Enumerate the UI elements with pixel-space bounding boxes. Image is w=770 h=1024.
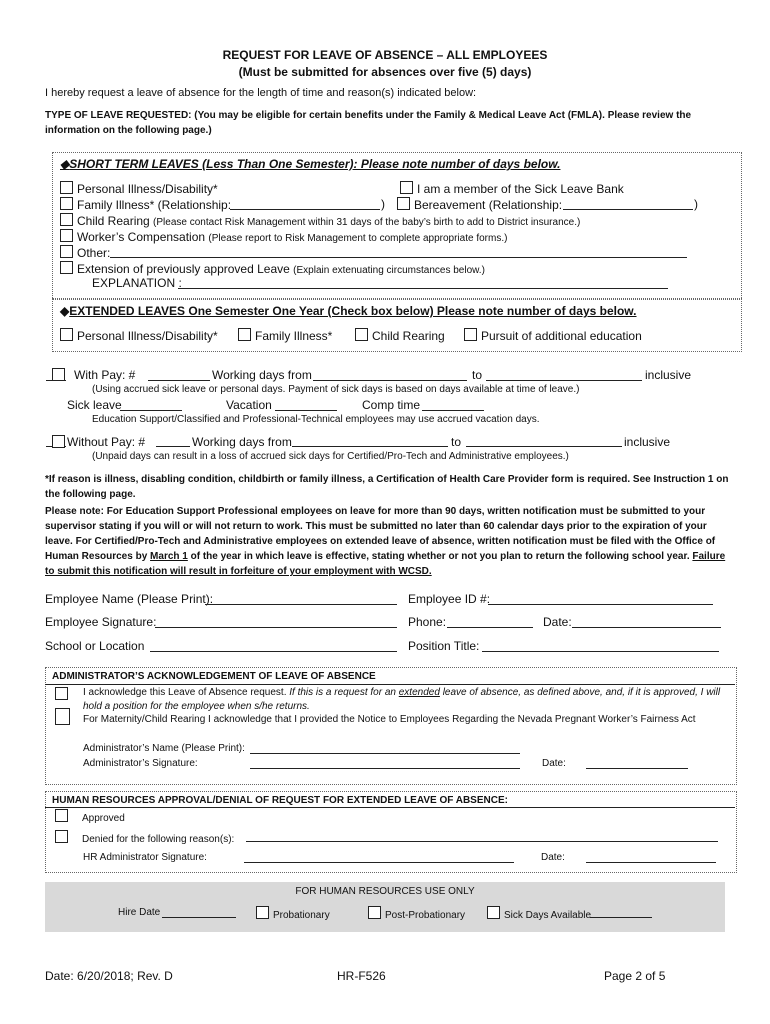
hr-signature-label: HR Administrator Signature: (83, 852, 207, 863)
checkbox[interactable] (368, 906, 381, 919)
child-rearing[interactable]: Child Rearing (Please contact Risk Management within 31 days of the baby’s birth to add to District insurance.) (60, 213, 580, 228)
post-probationary[interactable]: Post-Probationary (368, 906, 465, 921)
with-pay-days-line[interactable] (148, 380, 210, 381)
admin-signature-field[interactable] (250, 768, 520, 769)
checkbox[interactable] (60, 181, 73, 194)
footer-page: Page 2 of 5 (604, 969, 666, 983)
ext-child-rearing[interactable]: Child Rearing (355, 328, 445, 343)
checkbox[interactable] (60, 245, 73, 258)
short-personal-illness[interactable]: Personal Illness/Disability* (60, 181, 218, 196)
with-pay-from-line[interactable] (313, 380, 467, 381)
without-pay-note: (Unpaid days can result in a loss of accrued sick days for Certified/Pro-Tech and Administrative employees.) (92, 451, 569, 462)
intro-text: I hereby request a leave of absence for the length of time and reason(s) indicated below: (45, 87, 477, 99)
comp-time-line[interactable] (422, 410, 484, 411)
admin-ack-checkbox[interactable] (55, 686, 72, 704)
certification-note: *If reason is illness, disabling condition, childbirth or family illness, a Certification of Health Care Provider form is required. See Instruction 1 on the following page. (45, 474, 729, 500)
hr-approved[interactable]: Approved (55, 809, 125, 824)
without-pay-label: Without Pay: # (67, 435, 146, 449)
employee-signature-label: Employee Signature: (45, 615, 157, 629)
admin-name-field[interactable] (250, 753, 520, 754)
other-line[interactable] (110, 257, 687, 258)
other[interactable]: Other: (60, 245, 110, 260)
hr-date-label: Date: (541, 852, 565, 863)
checkbox[interactable] (55, 687, 68, 700)
ext-pursuit[interactable]: Pursuit of additional education (464, 328, 642, 343)
with-pay-to-line[interactable] (486, 380, 642, 381)
admin-date-label: Date: (542, 758, 566, 769)
checkbox[interactable] (355, 328, 368, 341)
extended-heading: ◆EXTENDED LEAVES One Semester One Year (Check box below) Please note number of days below. (60, 304, 637, 318)
hr-denied[interactable]: Denied for the following reason(s): (55, 830, 234, 845)
employee-id-field[interactable] (488, 604, 713, 605)
sick-days-field[interactable] (590, 917, 652, 918)
checkbox[interactable] (60, 213, 73, 226)
with-pay-label: With Pay: # (74, 368, 136, 382)
page-subtitle: (Must be submitted for absences over five (5) days) (238, 65, 532, 79)
checkbox[interactable] (397, 197, 410, 210)
phone-label: Phone: (408, 615, 447, 629)
checkbox[interactable] (60, 328, 73, 341)
admin-heading: ADMINISTRATOR’S ACKNOWLEDGEMENT OF LEAVE OF ABSENCE (52, 671, 376, 682)
workers-comp[interactable]: Worker’s Compensation (Please report to Risk Management to complete appropriate forms.) (60, 229, 507, 244)
date-label: Date: (543, 615, 572, 629)
sick-leave-label: Sick leave (67, 398, 122, 412)
checkbox[interactable] (238, 328, 251, 341)
type-heading: TYPE OF LEAVE REQUESTED: (You may be eligible for certain benefits under the Family & Medical Leave Act (FMLA). Please review the information on the following page.) (45, 110, 692, 136)
bereavement[interactable]: Bereavement (Relationship: (397, 197, 562, 212)
employee-id-label: Employee ID #: (408, 592, 491, 606)
sick-leave-line[interactable] (120, 410, 182, 411)
position-field[interactable] (482, 651, 719, 652)
with-pay-from-label: Working days from (212, 368, 312, 382)
without-pay-from-line[interactable] (292, 446, 448, 447)
footer-form: HR-F526 (337, 969, 386, 983)
checkbox[interactable] (55, 708, 70, 725)
hr-denied-reason-field[interactable] (246, 841, 718, 842)
extension[interactable]: Extension of previously approved Leave (Explain extenuating circumstances below.) (60, 261, 485, 276)
checkbox[interactable] (400, 181, 413, 194)
explanation-label: EXPLANATION : (92, 276, 182, 290)
date-field[interactable] (572, 627, 721, 628)
admin-name-label: Administrator’s Name (Please Print): (83, 743, 245, 754)
admin-date-field[interactable] (586, 768, 688, 769)
with-pay-note: (Using accrued sick leave or personal days. Payment of sick days is based on days available at time of leave.) (92, 384, 580, 395)
family-relationship-line[interactable] (230, 209, 380, 210)
please-note: Please note: For Education Support Professional employees on leave for more than 90 days, written notification must be submitted to your supervisor stating if you will or will not return to work. This must be submitted no later than 60 calendar days prior to the expiration of your leave. For Certified/Pro-Tech and Administrative employees on extended leave of absence, written notification must be filed with the Office of Human Resources by March 1 of the year in which leave is effective, stating whether or not you plan to return the following school year. Failure to submit this notification will result in forfeiture of your employment with WCSD. (45, 506, 726, 577)
vacation-label: Vacation (226, 398, 272, 412)
probationary[interactable]: Probationary (256, 906, 330, 921)
comp-time-label: Comp time (362, 398, 421, 412)
hr-signature-field[interactable] (244, 862, 514, 863)
admin-divider (45, 684, 735, 685)
hire-date-label: Hire Date (118, 907, 161, 918)
admin-signature-label: Administrator’s Signature: (83, 758, 198, 769)
checkbox[interactable] (256, 906, 269, 919)
checkbox[interactable] (55, 830, 68, 843)
checkbox[interactable] (60, 197, 73, 210)
explanation-line[interactable] (178, 288, 668, 289)
checkbox[interactable] (464, 328, 477, 341)
short-family-illness[interactable]: Family Illness* (Relationship: (60, 197, 231, 212)
ext-personal-illness[interactable]: Personal Illness/Disability* (60, 328, 218, 343)
school-label: School or Location (45, 639, 145, 653)
with-pay-note2: Education Support/Classified and Professional-Technical employees may use accrued vacation days. (92, 414, 540, 425)
ext-family-illness[interactable]: Family Illness* (238, 328, 332, 343)
checkbox[interactable] (52, 368, 65, 381)
school-field[interactable] (150, 651, 397, 652)
paren-close: ) (381, 197, 385, 211)
sick-days-available[interactable]: Sick Days Available (487, 906, 591, 921)
without-pay-to-line[interactable] (466, 446, 622, 447)
hire-date-field[interactable] (162, 917, 236, 918)
hr-divider (45, 807, 735, 808)
employee-name-label: Employee Name (Please Print): (45, 592, 214, 606)
with-pay-checkbox[interactable] (52, 368, 69, 383)
hr-date-field[interactable] (586, 862, 716, 863)
without-pay-from-label: Working days from (192, 435, 292, 449)
without-pay-days-line[interactable] (156, 446, 190, 447)
with-pay-to-label: to (472, 368, 483, 382)
paren-close-2: ) (694, 197, 698, 211)
checkbox[interactable] (55, 809, 68, 822)
checkbox[interactable] (60, 229, 73, 242)
admin-maternity-checkbox[interactable] (55, 708, 74, 729)
employee-signature-field[interactable] (155, 627, 397, 628)
vacation-line[interactable] (275, 410, 337, 411)
admin-maternity-text: For Maternity/Child Rearing I acknowledge that I provided the Notice to Employees Regarding the Nevada Pregnant Worker’s Fairness Act (83, 714, 696, 725)
with-pay-inclusive: inclusive (645, 368, 692, 382)
phone-field[interactable] (447, 627, 533, 628)
without-pay-inclusive: inclusive (624, 435, 671, 449)
without-pay-to-label: to (451, 435, 462, 449)
sick-leave-bank[interactable]: I am a member of the Sick Leave Bank (400, 181, 624, 196)
hr-use-heading: FOR HUMAN RESOURCES USE ONLY (295, 886, 475, 897)
hr-heading: HUMAN RESOURCES APPROVAL/DENIAL OF REQUEST FOR EXTENDED LEAVE OF ABSENCE: (52, 795, 508, 806)
checkbox[interactable] (60, 261, 73, 274)
admin-ack-text: I acknowledge this Leave of Absence request. If this is a request for an extended leave of absence, as defined above, and, if it is approved, I will hold a position for the employee when s/he returns. (83, 687, 721, 712)
footer-date: Date: 6/20/2018; Rev. D (45, 969, 173, 983)
short-term-heading: ◆SHORT TERM LEAVES (Less Than One Semester): Please note number of days below. (60, 157, 561, 171)
checkbox[interactable] (487, 906, 500, 919)
page-title: REQUEST FOR LEAVE OF ABSENCE – ALL EMPLOYEES (222, 48, 548, 62)
position-label: Position Title: (408, 639, 480, 653)
employee-name-field[interactable] (205, 604, 397, 605)
checkbox[interactable] (52, 435, 65, 448)
bereavement-relationship-line[interactable] (563, 209, 693, 210)
